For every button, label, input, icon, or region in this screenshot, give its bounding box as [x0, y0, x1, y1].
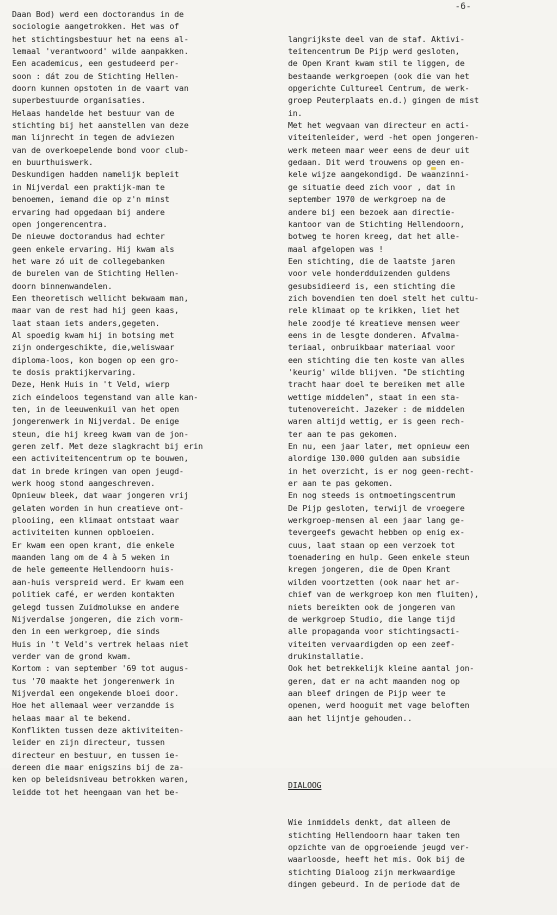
text-line: geren, dat er na acht maanden nog op: [288, 675, 460, 686]
text-line: viteitenleider, werd -het open jongeren-: [288, 132, 479, 143]
text-line: een stichting die ten koste van alles: [288, 354, 465, 365]
text-line: niets bereikten ook de jongeren van: [288, 601, 456, 612]
text-line: gesubsidieerd is, een stichting die: [288, 280, 456, 291]
text-line: man lijnrecht in tegen de adviezen: [12, 132, 175, 143]
text-line: maar van de rest had hij geen kaas,: [12, 305, 180, 316]
text-line: Nijverdal een ongekende bloei door.: [12, 687, 180, 698]
text-line: kantoor van de Stichting Hellendoorn,: [288, 218, 465, 229]
text-line: viteiten vervaardigden op een zeef-: [288, 638, 456, 649]
text-line: laat staan iets anders,gegeten.: [12, 317, 160, 328]
text-line: geen enkele ervaring. Hij kwam als: [12, 243, 175, 254]
text-line: aan het lijntje gehouden..: [288, 712, 413, 723]
text-line: De nieuwe doctorandus had echter: [12, 231, 165, 242]
text-line: stichting bij het aanstellen van deze: [12, 120, 189, 131]
text-line: eens in de lesgte donderen. Afvalma-: [288, 329, 460, 340]
text-line: Daan Bod) werd een doctorandus in de: [12, 9, 184, 19]
text-line: Er kwam een open krant, die enkele: [12, 539, 175, 550]
text-line: groep Peuterplaats en.d.) gingen de mist: [288, 95, 479, 106]
text-line: Al spoedig kwam hij in botsing met: [12, 329, 175, 340]
text-line: aan-huis verspreid werd. Er kwam een: [12, 576, 184, 587]
text-line: in.: [288, 107, 303, 118]
text-line: bestaande werkgroepen (ook die van het: [288, 70, 470, 81]
text-line: plooiing, een klimaat ontstaat waar: [12, 515, 180, 526]
text-line: kele wijze aangekondigd. De waanzinni-: [288, 169, 470, 180]
text-line: sociologie aangetrokken. Het was of: [12, 21, 180, 32]
text-line: doorn kunnen opstoten in de vaart van: [12, 83, 189, 94]
text-line: andere bij een bezoek aan directie-: [288, 206, 456, 217]
text-line: stichting Dialoog zijn merkwaardige: [288, 866, 456, 877]
text-line: opgerichte Cultureel Centrum, de werk-: [288, 83, 470, 94]
page-number: -6-: [455, 2, 472, 12]
text-line: te dosis praktijkervaring.: [12, 366, 137, 377]
text-line: toenadering en hulp. Geen enkele steun: [288, 552, 470, 563]
text-line: politiek café, er werden kontakten: [12, 589, 175, 600]
text-line: Een academicus, een gestudeerd per-: [12, 58, 180, 69]
text-line: leidde tot het heengaan van het be-: [12, 786, 180, 797]
text-line: Konflikten tussen deze aktiviteiten-: [12, 724, 184, 735]
text-line: Opnieuw bleek, dat waar jongeren vrij: [12, 490, 189, 501]
right-column: [288, 8, 550, 915]
text-line: chief van de werkgroep kon men fluiten),: [288, 589, 479, 600]
text-line: steun, die hij kreeg kwam van de jon-: [12, 428, 189, 439]
text-line: opzichte van de opgroeiende jeugd ver-: [288, 842, 470, 853]
text-line: september 1970 de werkgroep na de: [288, 194, 446, 205]
text-line: benoemen, iemand die op z'n minst: [12, 194, 170, 205]
text-line: gelaten worden in hun creatieve ont-: [12, 502, 184, 513]
text-line: wilden voortzetten (ook naar het ar-: [288, 576, 460, 587]
text-line: drukinstallatie.: [288, 650, 365, 661]
text-line: ten, in de leeuwenkuil van het open: [12, 404, 180, 414]
text-line: den in een werkgroep, die sinds: [12, 626, 160, 637]
dialog-section-body: [288, 816, 550, 890]
text-line: hele zoodje té kreatieve mensen weer: [288, 317, 460, 328]
text-line: directeur en bestuur, en tussen ie-: [12, 749, 180, 760]
text-line: zijn ondergeschikte, die,weliswaar: [12, 342, 175, 353]
text-line: in het overzicht, is er nog geen-recht-: [288, 465, 475, 476]
text-line: dingen gebeurd. In de periode dat de: [288, 879, 460, 890]
text-line: zich bovendien ten doel stelt het cultu-: [288, 292, 479, 303]
text-line: Huis in 't Veld's vertrek helaas niet: [12, 638, 189, 649]
text-line: werkgroep-mensen al een jaar lang ge-: [288, 515, 465, 526]
text-line: verder van de grond kwam.: [12, 650, 132, 661]
text-line: de burelen van de Stichting Hellen-: [12, 268, 180, 279]
text-line: waren altijd wettig, er is geen rech-: [288, 416, 465, 427]
text-line: En nog steeds is ontmoetingscentrum: [288, 490, 456, 501]
text-line: teitencentrum De Pijp werd gesloten,: [288, 46, 460, 57]
text-line: Wie inmiddels denkt, dat alleen de: [288, 817, 451, 828]
text-line: dat in brede kringen van open jeugd-: [12, 465, 184, 476]
text-line: jongerenwerk in Nijverdal. De enige: [12, 416, 180, 427]
text-line: werk meteen maar weer eens de deur uit: [288, 144, 470, 155]
text-line: helaas maar al te bekend.: [12, 712, 132, 723]
text-line: tutenovereicht. Jazeker : de middelen: [288, 404, 465, 414]
text-line: een activiteitencentrum op te bouwen,: [12, 453, 189, 464]
text-line: Hoe het allemaal weer verzandde is: [12, 700, 175, 711]
text-line: ter aan te pas gekomen.: [288, 428, 398, 439]
text-line: botweg te horen kreeg, dat het alle-: [288, 231, 460, 242]
text-line: leider en zijn directeur, tussen: [12, 737, 165, 748]
text-line: En nu, een jaar later, met opnieuw een: [288, 441, 470, 452]
text-line: Deskundigen hadden namelijk bepleit: [12, 169, 180, 180]
text-line: het ware zó uit de collegebanken: [12, 255, 165, 266]
text-line: maal afgelopen was !: [288, 243, 384, 254]
text-line: gedaan. Dit werd trouwens op geen en-: [288, 157, 465, 168]
text-line: ervaring had opgedaan bij andere: [12, 206, 165, 217]
text-line: De Pijp gesloten, terwijl de vroegere: [288, 502, 465, 513]
text-line: diploma-loos, kon bogen op een gro-: [12, 354, 180, 365]
text-line: gelegd tussen Zuidmolukse en andere: [12, 601, 180, 612]
text-line: de werkgroep Studio, die lange tijd: [288, 613, 456, 624]
text-line: in Nijverdal een praktijk-man te: [12, 181, 165, 192]
text-line: 'keurig' wilde blijven. "De stichting: [288, 366, 465, 377]
text-line: zich eindeloos tegenstand van alle kan-: [12, 391, 199, 402]
text-line: openen, werd hooguit met vage beloften: [288, 700, 470, 711]
text-line: Ook het betrekkelijk kleine aantal jon-: [288, 663, 475, 674]
text-line: Nijverdalse jongeren, die zich vorm-: [12, 613, 184, 624]
text-line: superbestuurde organisaties.: [12, 95, 146, 106]
text-line: dereen die maar enigszins bij de za-: [12, 761, 184, 772]
text-line: ge situatie deed zich voor , dat in: [288, 181, 456, 192]
text-line: de Open Krant kwam stil te liggen, de: [288, 58, 465, 69]
text-line: het stichtingsbestuur het na eens al-: [12, 33, 189, 44]
text-line: Een stichting, die de laatste jaren: [288, 255, 456, 266]
text-line: Deze, Henk Huis in 't Veld, wierp: [12, 379, 170, 390]
text-line: van de overkoepelende bond voor club-: [12, 144, 189, 155]
text-line: de hele gemeente Hellendoorn huis-: [12, 564, 175, 575]
text-line: cuus, laat staan op een verzoek tot: [288, 539, 456, 550]
text-line: aan bleef dringen de Pijp weer te: [288, 687, 446, 698]
text-line: en buurthuiswerk.: [12, 157, 94, 168]
text-line: voor vele honderdduizenden guldens: [288, 268, 451, 279]
section-gap: [288, 749, 550, 755]
text-line: waarloosde, heeft het mis. Ook bij de: [288, 854, 465, 865]
text-line: tevergeefs gewacht hebben op enig ex-: [288, 527, 465, 538]
text-line: activiteiten kunnen opbloeien.: [12, 527, 156, 538]
text-line: tus '70 maakte het jongerenwerk in: [12, 675, 175, 686]
text-line: Een theoretisch wellicht bekwaam man,: [12, 292, 189, 303]
text-line: er aan te pas gekomen.: [288, 478, 394, 489]
text-line: geren zelf. Met deze slagkracht bij erin: [12, 441, 203, 452]
text-line: doorn binnenwandelen.: [12, 280, 113, 291]
text-line: teriaal, onbruikbaar materiaal voor: [288, 342, 456, 353]
text-line: lemaal 'verantwoord' wilde aanpakken.: [12, 46, 189, 57]
section-heading-dialoog: DIALOOG: [288, 780, 322, 791]
text-line: wettige middelen", staat in een sta-: [288, 391, 460, 402]
text-line: maanden lang om de 4 à 5 weken in: [12, 552, 170, 563]
text-line: alle propaganda voor stichtingsacti-: [288, 626, 460, 637]
text-line: rele klimaat op te krikken, liet het: [288, 305, 460, 316]
text-line: stichting Hellendoorn haar taken ten: [288, 829, 460, 840]
text-line: tracht haar doel te bereiken met alle: [288, 379, 465, 390]
text-line: langrijkste deel van de staf. Aktivi-: [288, 33, 465, 44]
text-line: ken op beleidsniveau betrokken waren,: [12, 774, 189, 785]
text-line: werk hoog stond aangeschreven.: [12, 478, 156, 489]
text-line: open jongerencentra.: [12, 218, 108, 229]
text-line: soon : dát zou de Stichting Hellen-: [12, 70, 180, 81]
left-column: [12, 8, 272, 798]
text-line: Kortom : van september '69 tot augus-: [12, 663, 189, 674]
text-line: Helaas handelde het bestuur van de: [12, 107, 175, 118]
text-line: alordige 130.000 gulden aan subsidie: [288, 453, 460, 464]
text-line: Met het wegvaan van directeur en acti-: [288, 120, 470, 131]
text-line: kregen jongeren, die de Open Krant: [288, 564, 451, 575]
right-column-body: [288, 33, 550, 724]
